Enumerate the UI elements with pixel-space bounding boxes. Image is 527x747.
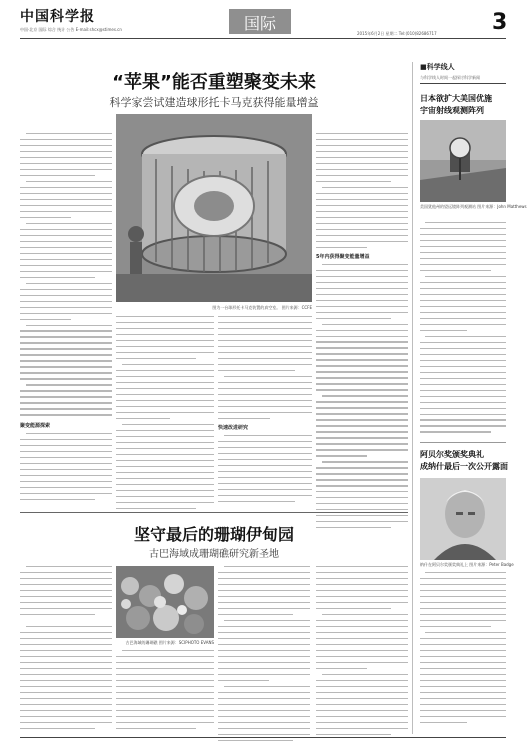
- column-divider: [412, 62, 413, 734]
- story2-title-line1: 阿贝尔奖颁奖典礼: [420, 450, 484, 459]
- lead-col-3-lower: [218, 316, 312, 508]
- lead-col-4: [316, 133, 408, 508]
- page-bottom-rule: [20, 737, 506, 738]
- lead-col-1-lower: [20, 420, 112, 510]
- second-subtitle: 古巴海域成珊瑚礁研究新圣地: [149, 549, 279, 560]
- section-head-3: 5年内获得聚变能量增益: [316, 253, 370, 260]
- masthead-rule: [20, 38, 506, 39]
- sidebar-rule: [420, 83, 506, 84]
- section-label: 国际: [243, 14, 276, 33]
- second-col-1-cont: [20, 626, 112, 734]
- second-photo-caption: 古巴海域的珊瑚礁 图片来源：SCIPHOTO EVANS: [125, 640, 214, 645]
- masthead: [0, 0, 524, 40]
- story1-title-line1: 日本欲扩大美国优施: [420, 94, 492, 103]
- second-col-4: [316, 566, 408, 734]
- story-separator: [20, 512, 408, 513]
- story1-photo: [420, 120, 506, 202]
- second-photo: [116, 566, 214, 638]
- masthead-logo: 中国科学报: [20, 9, 95, 25]
- lead-title: “苹果”能否重塑聚变未来: [112, 72, 316, 93]
- page-number: 3: [492, 10, 508, 35]
- sidebar-rule-2: [420, 442, 506, 443]
- lead-col-2-lower: [116, 316, 214, 508]
- sidebar-column-sub: 与科学线人时间一起探讨科学新闻: [420, 75, 480, 80]
- lead-photo: [116, 114, 312, 302]
- story2-photo: [420, 478, 506, 560]
- second-col-3: [218, 566, 310, 734]
- story2-text: [420, 572, 506, 734]
- story1-photo-caption: 美国犹他州的望远镜阵列观测站 图片来源：John Matthews: [420, 204, 527, 209]
- lead-subtitle: 科学家尝试建造球形托卡马克获得能量增益: [109, 96, 319, 109]
- second-col-2: [116, 650, 214, 734]
- story2-photo-caption: 纳什在阿贝尔奖颁奖典礼上 图片来源：Peter Badge: [420, 562, 514, 567]
- lead-photo-caption: 图为一台球形托卡马克装置的真空室。 图片来源：CCFE: [212, 305, 312, 310]
- section-head-1: 聚变能源探索: [20, 423, 51, 429]
- story1-text: [420, 222, 506, 444]
- masthead-date: 2015年6月2日 星期二 Tel:(010)82686717: [357, 31, 437, 36]
- section-head-2: 快速改进研究: [218, 424, 249, 431]
- sidebar-column-label: ■科学线人: [420, 63, 455, 71]
- masthead-sub: 中国·北京 国际 综合 统计 公告 E-mail:shcx@stimes.cn: [20, 27, 122, 32]
- second-title: 坚守最后的珊瑚伊甸园: [133, 525, 294, 544]
- story1-title-line2: 宇宙射线观测阵列: [420, 106, 484, 115]
- story2-title-line2: 成纳什最后一次公开露面: [420, 462, 508, 471]
